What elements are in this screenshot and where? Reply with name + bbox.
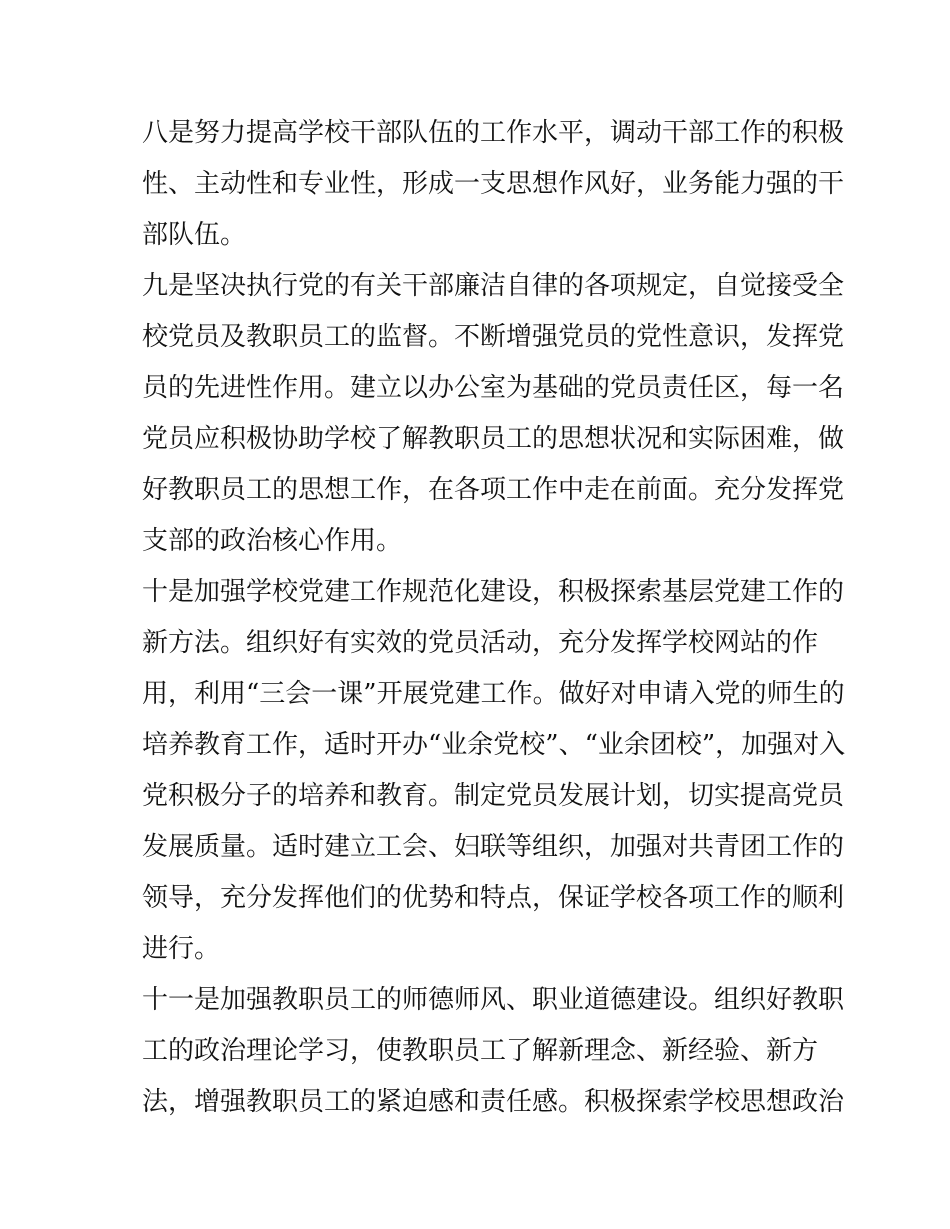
text-line: 部队伍。: [142, 220, 247, 250]
text-line: 新方法。组织好有实效的党员活动，充分发挥学校网站的作: [142, 628, 819, 658]
text-line: 培养教育工作，适时开办“业余党校”、“业余团校”，加强对入: [142, 730, 846, 760]
text-line: 进行。: [142, 934, 221, 964]
text-line: 发展质量。适时建立工会、妇联等组织，加强对共青团工作的: [142, 832, 845, 862]
text-line: 九是坚决执行党的有关干部廉洁自律的各项规定，自觉接受全: [142, 271, 845, 301]
paragraph-9: [142, 261, 845, 567]
text-line: 领导，充分发挥他们的优势和特点，保证学校各项工作的顺利: [142, 883, 845, 913]
paragraph-8: [142, 108, 845, 261]
text-line: 党员应积极协助学校了解教职员工的思想状况和实际困难，做: [142, 424, 845, 454]
paragraph-11: [142, 975, 845, 1128]
document-body: [142, 108, 846, 1128]
text-line: 性、主动性和专业性，形成一支思想作风好，业务能力强的干: [142, 169, 845, 199]
text-line: 十一是加强教职员工的师德师风、职业道德建设。组织好教职: [142, 985, 845, 1015]
text-line: 支部的政治核心作用。: [142, 526, 403, 556]
text-line: 法，增强教职员工的紧迫感和责任感。积极探索学校思想政治: [142, 1087, 845, 1117]
text-line: 员的先进性作用。建立以办公室为基础的党员责任区，每一名: [142, 373, 845, 403]
text-line: 用，利用“三会一课”开展党建工作。做好对申请入党的师生的: [142, 679, 845, 709]
paragraph-10: [142, 567, 846, 975]
text-line: 党积极分子的培养和教育。制定党员发展计划，切实提高党员: [142, 781, 845, 811]
text-line: 十是加强学校党建工作规范化建设，积极探索基层党建工作的: [142, 577, 845, 607]
text-line: 八是努力提高学校干部队伍的工作水平，调动干部工作的积极: [142, 118, 845, 148]
text-line: 工的政治理论学习，使教职员工了解新理念、新经验、新方: [142, 1036, 819, 1066]
text-line: 校党员及教职员工的监督。不断增强党员的党性意识，发挥党: [142, 322, 845, 352]
text-line: 好教职员工的思想工作，在各项工作中走在前面。充分发挥党: [142, 475, 845, 505]
